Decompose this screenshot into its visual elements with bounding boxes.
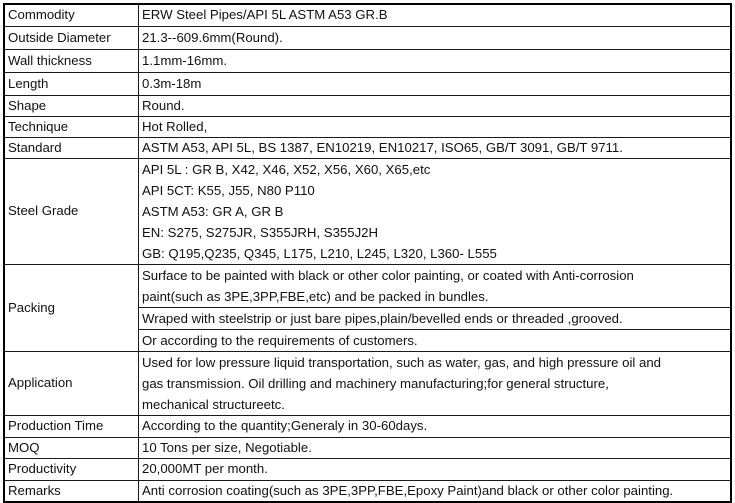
label-wall-thickness: Wall thickness [4,49,139,72]
application-line: mechanical structureetc. [142,396,285,412]
packing-block [139,329,730,351]
label-standard: Standard [4,137,139,158]
row-steel-grade [4,158,731,264]
row-shape [4,95,731,116]
value-moq: 10 Tons per size, Negotiable. [139,437,732,458]
label-remarks: Remarks [4,480,139,502]
value-steel-grade [139,158,732,264]
packing-line: Wraped with steelstrip or just bare pipes,plain/bevelled ends or threaded ,grooved. [142,310,623,326]
label-technique: Technique [4,116,139,137]
packing-line: Surface to be painted with black or other color painting, or coated with Anti-corrosion [142,267,634,283]
row-commodity [4,4,731,26]
label-production-time: Production Time [4,415,139,437]
steel-grade-line: EN: S275, S275JR, S355JRH, S355J2H [142,224,379,240]
steel-grade-line: ASTM A53: GR A, GR B [142,203,284,219]
application-line: gas transmission. Oil drilling and machinery manufacturing;for general structure, [142,375,609,391]
value-packing [139,264,732,351]
row-outside-diameter [4,26,731,49]
row-technique [4,116,731,137]
label-packing: Packing [4,264,139,351]
label-length: Length [4,72,139,95]
label-commodity: Commodity [4,4,139,26]
value-shape: Round. [139,95,732,116]
row-standard [4,137,731,158]
value-application [139,351,732,415]
packing-block [139,265,730,307]
steel-grade-line: API 5L : GR B, X42, X46, X52, X56, X60, X65,etc [142,161,431,177]
row-production-time [4,415,731,437]
steel-grade-line: API 5CT: K55, J55, N80 P110 [142,182,315,198]
row-moq [4,437,731,458]
label-application: Application [4,351,139,415]
label-steel-grade: Steel Grade [4,158,139,264]
value-technique: Hot Rolled, [139,116,732,137]
application-line: Used for low pressure liquid transportation, such as water, gas, and high pressure oil and [142,354,661,370]
value-standard: ASTM A53, API 5L, BS 1387, EN10219, EN10217, ISO65, GB/T 3091, GB/T 9711. [139,137,732,158]
packing-line: Or according to the requirements of customers. [142,332,418,348]
row-application [4,351,731,415]
label-outside-diameter: Outside Diameter [4,26,139,49]
label-shape: Shape [4,95,139,116]
product-spec-table [3,3,732,503]
row-length [4,72,731,95]
value-outside-diameter: 21.3--609.6mm(Round). [139,26,732,49]
value-remarks: Anti corrosion coating(such as 3PE,3PP,FBE,Epoxy Paint)and black or other color painting. [139,480,732,502]
steel-grade-line: GB: Q195,Q235, Q345, L175, L210, L245, L320, L360- L555 [142,245,497,261]
row-wall-thickness [4,49,731,72]
value-production-time: According to the quantity;Generaly in 30-60days. [139,415,732,437]
value-productivity: 20,000MT per month. [139,458,732,480]
value-length: 0.3m-18m [139,72,732,95]
row-productivity [4,458,731,480]
label-productivity: Productivity [4,458,139,480]
value-commodity: ERW Steel Pipes/API 5L ASTM A53 GR.B [139,4,732,26]
packing-block [139,307,730,329]
row-remarks [4,480,731,502]
value-wall-thickness: 1.1mm-16mm. [139,49,732,72]
packing-line: paint(such as 3PE,3PP,FBE,etc) and be packed in bundles. [142,288,489,304]
row-packing [4,264,731,351]
label-moq: MOQ [4,437,139,458]
